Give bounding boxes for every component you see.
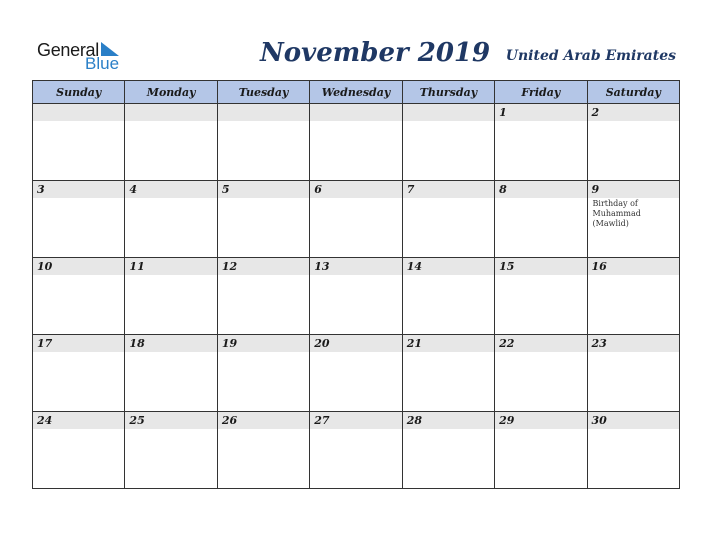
day-cell [33,335,125,412]
day-number: 20 [314,337,330,350]
day-number-bar [125,258,216,275]
day-number-bar [495,181,586,198]
day-number: 17 [37,337,53,350]
day-number-bar [403,335,494,352]
day-number-bar [588,412,679,429]
day-number-bar [403,258,494,275]
day-cell [402,104,494,181]
day-cell [495,335,587,412]
day-cell [310,412,402,489]
day-number: 28 [406,414,422,427]
day-cell [495,412,587,489]
day-cell [217,335,309,412]
weekday-thursday: Thursday [402,81,494,104]
day-number-bar [125,181,216,198]
day-number: 16 [591,260,607,273]
week-row [33,412,680,489]
day-number-bar [310,181,401,198]
day-cell [33,258,125,335]
weekday-wednesday: Wednesday [310,81,402,104]
day-number: 13 [314,260,330,273]
day-number: 7 [406,183,415,196]
day-number-bar [310,258,401,275]
day-cell [310,104,402,181]
day-cell [310,258,402,335]
weekday-sunday: Sunday [33,81,125,104]
weekday-monday: Monday [125,81,217,104]
day-number: 6 [314,183,322,196]
day-number-bar [495,258,586,275]
day-number: 1 [499,106,507,119]
day-number-bar [588,258,679,275]
day-number: 21 [406,337,422,350]
day-number: 25 [129,414,145,427]
day-cell [217,104,309,181]
day-cell [587,181,679,258]
day-cell [495,181,587,258]
day-number-bar [495,412,586,429]
day-number-bar [125,335,216,352]
day-number-bar [33,335,124,352]
day-number-bar [588,181,679,198]
day-cell [125,258,217,335]
day-cell [402,335,494,412]
day-cell [33,181,125,258]
day-number: 15 [499,260,515,273]
page-title: November 2019 [260,38,491,68]
day-number: 14 [406,260,422,273]
day-number-bar [310,335,401,352]
day-number: 5 [221,183,230,196]
day-number: 12 [221,260,238,273]
day-number: 11 [129,260,145,273]
day-number-bar [495,104,586,121]
day-number-bar [218,181,309,198]
day-number: 18 [129,337,145,350]
day-number-bar [588,104,679,121]
day-number: 23 [591,337,607,350]
weekday-friday: Friday [495,81,587,104]
day-number-bar [125,412,216,429]
day-cell [310,335,402,412]
day-cell [125,104,217,181]
weekday-header-row [33,81,680,104]
day-cell [495,258,587,335]
day-cell [587,104,679,181]
day-cell [310,181,402,258]
day-number: 22 [499,337,515,350]
day-number-bar [33,181,124,198]
day-number-bar [33,258,124,275]
day-number: 9 [591,183,600,196]
day-number: 8 [499,183,507,196]
calendar-grid [32,80,680,489]
week-row [33,104,680,181]
day-number-bar [218,335,309,352]
day-number: 24 [37,414,53,427]
week-row [33,258,680,335]
day-number-bar [125,104,216,121]
day-cell [33,412,125,489]
day-number-bar [403,181,494,198]
day-cell [217,412,309,489]
day-cell [587,258,679,335]
day-cell [402,258,494,335]
day-cell [587,335,679,412]
holiday-event: Birthday of Muhammad (Mawlid) [592,199,641,228]
day-cell [33,104,125,181]
day-cell [125,181,217,258]
day-number-bar [310,412,401,429]
week-row [33,181,680,258]
day-cell [125,335,217,412]
day-number-bar [495,335,586,352]
day-number-bar [403,412,494,429]
day-number-bar [218,412,309,429]
day-number: 27 [314,414,330,427]
day-number: 29 [499,414,515,427]
day-number: 30 [591,414,607,427]
country-label: United Arab Emirates [505,48,676,64]
weekday-tuesday: Tuesday [217,81,309,104]
day-number-bar [218,258,309,275]
day-number-bar [403,104,494,121]
day-number-bar [310,104,401,121]
day-cell [125,412,217,489]
day-number: 3 [37,183,45,196]
day-cell [217,181,309,258]
logo-text-blue: Blue [85,54,120,73]
day-number-bar [33,104,124,121]
weekday-saturday: Saturday [587,81,679,104]
day-cell [587,412,679,489]
week-row [33,335,680,412]
day-cell [402,181,494,258]
day-number-bar [33,412,124,429]
day-number: 4 [129,183,138,196]
day-number: 10 [37,260,53,273]
day-number: 19 [221,337,238,350]
day-cell [217,258,309,335]
generalblue-logo [37,40,137,74]
day-number-bar [218,104,309,121]
logo-text-general: General [37,40,99,60]
day-cell [402,412,494,489]
day-number-bar [588,335,679,352]
calendar-body [33,104,680,489]
day-number: 26 [221,414,238,427]
day-cell [495,104,587,181]
day-number: 2 [591,106,600,119]
